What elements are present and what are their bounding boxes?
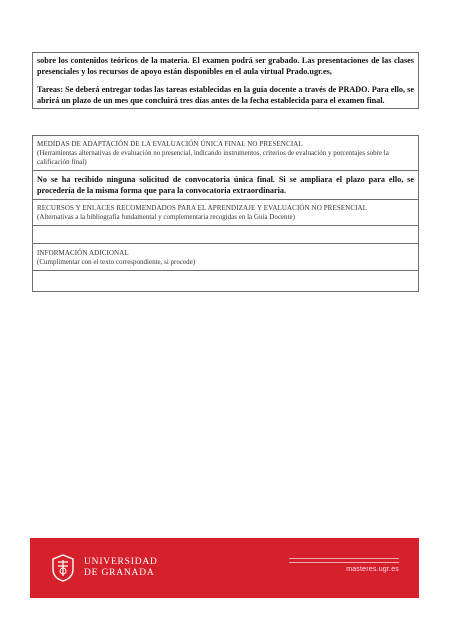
university-footer-banner — [30, 538, 419, 598]
medidas-body: No se ha recibido ninguna solicitud de convocatoria única final. Si se ampliara el plazo para ello, se procedería de la misma forma que para la convocatoria extraordinaria. — [37, 175, 414, 195]
medidas-note: (Herramientas alternativas de evaluación no presencial, indicando instrumentos, criterios de evaluación y porcentajes sobre la calificación final) — [37, 149, 389, 166]
info-header-cell — [33, 244, 418, 271]
medidas-body-cell — [33, 171, 418, 200]
medidas-title: MEDIDAS DE ADAPTACIÓN DE LA EVALUACIÓN ÚNICA FINAL NO PRESENCIAL — [37, 140, 303, 148]
university-logo — [50, 553, 158, 583]
university-seal-icon — [50, 553, 76, 583]
continuation-paragraph: sobre los contenidos teóricos de la materia. El examen podrá ser grabado. Las presentaciones de las clases presenciales y los recursos de apoyo están disponibles en el aula virtual Prado.ugr.es, — [37, 56, 414, 76]
university-name-line1: UNIVERSIDAD — [84, 557, 158, 567]
evaluation-continuation-box — [32, 52, 419, 109]
university-name — [84, 557, 158, 579]
info-empty-cell — [33, 271, 418, 291]
university-name-line2: DE GRANADA — [84, 568, 155, 578]
recursos-header-cell — [33, 200, 418, 226]
evaluation-continuation-text — [33, 53, 418, 108]
medidas-header-cell — [33, 136, 418, 171]
info-note: (Cumplimentar con el texto correspondiente, si procede) — [37, 258, 196, 266]
masters-branding — [289, 558, 399, 573]
recursos-note: (Alternativas a la bibliografía fundamental y complementaria recogidas en la Guía Docente) — [37, 213, 295, 221]
recursos-title: RECURSOS Y ENLACES RECOMENDADOS PARA EL APRENDIZAJE Y EVALUACIÓN NO PRESENCIAL — [37, 204, 368, 212]
info-title: INFORMACIÓN ADICIONAL — [37, 249, 129, 257]
tasks-paragraph: Tareas: Se deberá entregar todas las tareas establecidas en la guía docente a través de PRADO. Para ello, se abrirá un plazo de un mes que concluirá tres días antes de la fecha establecida para el examen final. — [37, 85, 414, 105]
masters-wordmark-graphic — [289, 558, 399, 563]
adaptation-table — [32, 135, 419, 292]
recursos-empty-cell — [33, 226, 418, 244]
masters-website[interactable]: masteres.ugr.es — [346, 566, 399, 573]
